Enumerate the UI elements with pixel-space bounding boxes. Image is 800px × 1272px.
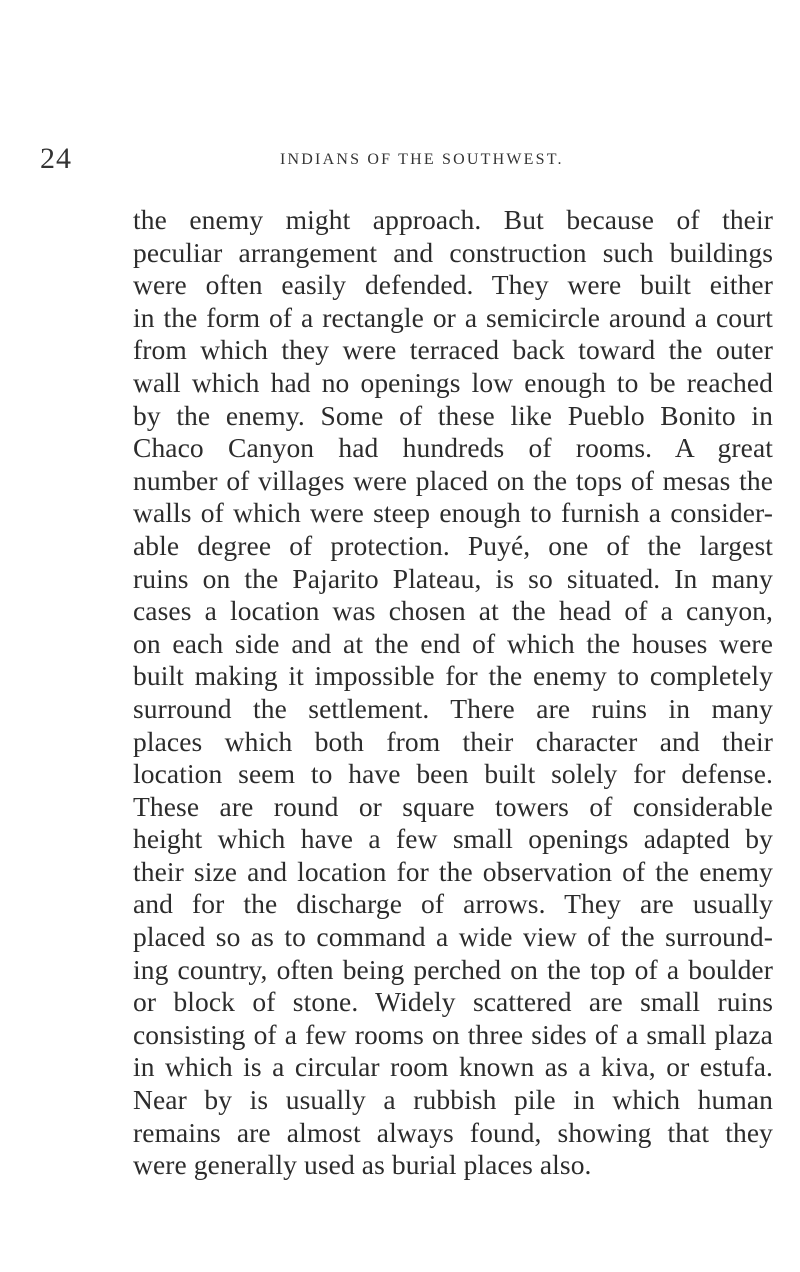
body-paragraph xyxy=(133,204,773,1182)
text-line: cases a location was chosen at the head of a canyon, xyxy=(133,595,773,627)
text-line: by the enemy. Some of these like Pueblo Bonito in xyxy=(133,399,773,431)
page-number: 24 xyxy=(40,142,72,175)
text-line: consisting of a few rooms on three sides of a small plaza xyxy=(133,1018,773,1050)
text-line: number of villages were placed on the tops of mesas the xyxy=(133,464,773,496)
text-line: ruins on the Pajarito Plateau, is so situated. In many xyxy=(133,562,773,594)
text-line: placed so as to command a wide view of the surround- xyxy=(133,921,773,953)
text-line: location seem to have been built solely for defense. xyxy=(133,758,773,790)
text-line: ing country, often being perched on the top of a boulder xyxy=(133,953,773,985)
text-line: able degree of protection. Puyé, one of the largest xyxy=(133,529,773,561)
running-title: INDIANS OF THE SOUTHWEST. xyxy=(280,151,564,168)
text-line: wall which had no openings low enough to be reached xyxy=(133,366,773,398)
text-line: remains are almost always found, showing that they xyxy=(133,1116,773,1148)
text-line: height which have a few small openings adapted by xyxy=(133,823,773,855)
text-line: Chaco Canyon had hundreds of rooms. A great xyxy=(133,432,773,464)
text-line: walls of which were steep enough to furnish a consider- xyxy=(133,497,773,529)
text-line: and for the discharge of arrows. They are usually xyxy=(133,888,773,920)
text-line: from which they were terraced back toward the outer xyxy=(133,334,773,366)
text-line: peculiar arrangement and construction such buildings xyxy=(133,236,773,268)
text-line: were generally used as burial places also. xyxy=(133,1149,592,1181)
text-line: Near by is usually a rubbish pile in which human xyxy=(133,1084,773,1116)
running-head xyxy=(40,142,800,182)
text-line: in the form of a rectangle or a semicircle around a court xyxy=(133,301,773,333)
text-line: built making it impossible for the enemy to completely xyxy=(133,660,773,692)
text-line: on each side and at the end of which the houses were xyxy=(133,627,773,659)
text-line: These are round or square towers of considerable xyxy=(133,790,773,822)
text-line: in which is a circular room known as a kiva, or estufa. xyxy=(133,1051,773,1083)
text-line: surround the settlement. There are ruins in many xyxy=(133,692,773,724)
text-line: places which both from their character and their xyxy=(133,725,773,757)
text-line: the enemy might approach. But because of their xyxy=(133,204,773,235)
text-line: or block of stone. Widely scattered are small ruins xyxy=(133,986,773,1018)
text-line: their size and location for the observation of the enemy xyxy=(133,855,773,887)
text-line: were often easily defended. They were built either xyxy=(133,269,773,301)
